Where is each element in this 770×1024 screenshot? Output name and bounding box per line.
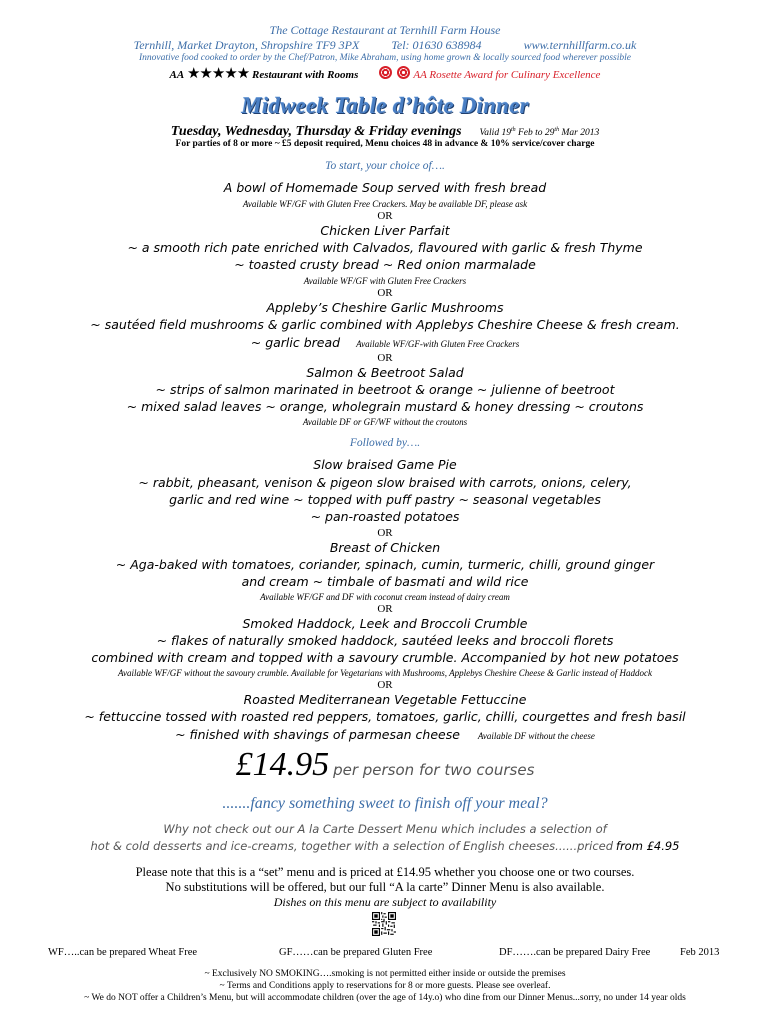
address: Ternhill, Market Drayton, Shropshire TF9 3PX xyxy=(133,38,360,52)
footer-date: Feb 2013 xyxy=(680,947,720,958)
set-menu-note: Please note that this is a “set” menu and is priced at £14.95 whether you choose one or two courses. xyxy=(135,865,635,879)
website-link[interactable]: www.ternhillfarm.co.uk xyxy=(523,38,637,52)
main-haddock-desc: combined with cream and topped with a savoury crumble. Accompanied by hot new potatoes xyxy=(91,650,679,665)
footer-children: ~ We do NOT offer a Children’s Menu, but will accommodate children (over the age of 14y.o) who dine from our Dinner Menus...sorry, no under 14 year olds xyxy=(84,993,686,1003)
starter-parfait-name: Chicken Liver Parfait xyxy=(320,223,450,238)
main-haddock-desc: ~ flakes of naturally smoked haddock, sautéed leeks and broccoli florets xyxy=(156,633,614,648)
starter-salmon-desc: ~ mixed salad leaves ~ orange, wholegrain mustard & honey dressing ~ croutons xyxy=(126,399,644,414)
footer-smoking: ~ Exclusively NO SMOKING….smoking is not permitted either inside or outside the premises xyxy=(204,969,566,979)
aa-prefix: AA xyxy=(169,69,185,81)
starter-mushrooms-desc: ~ sautéed field mushrooms & garlic combined with Applebys Cheshire Cheese & fresh cream. xyxy=(90,317,680,332)
main-haddock-note: Available WF/GF without the savoury crumble. Available for Vegetarians with Mushrooms, Applebys Cheshire Cheese & Garlic instead of Haddock xyxy=(118,668,652,678)
starter-parfait-note: Available WF/GF with Gluten Free Crackers xyxy=(303,276,467,286)
days: Tuesday, Wednesday, Thursday & Friday evenings xyxy=(170,124,462,139)
rosette-icon xyxy=(397,66,410,79)
contact-line xyxy=(0,38,770,53)
menu-title: Midweek Table d’hôte Dinner xyxy=(241,93,529,118)
tagline: Innovative food cooked to order by the Chef/Patron, Mike Abraham, using home grown & locally sourced food wherever possible xyxy=(139,53,631,63)
footer-wf: WF…..can be prepared Wheat Free xyxy=(48,947,198,958)
main-fettuccine-desc: ~ fettuccine tossed with roasted red peppers, tomatoes, garlic, chilli, courgettes and fresh basil xyxy=(84,709,686,724)
rosette-icon xyxy=(379,66,392,79)
dessert-line-2 xyxy=(0,839,770,853)
starters-heading: To start, your choice of…. xyxy=(325,160,445,172)
starter-salmon-name: Salmon & Beetroot Salad xyxy=(306,365,464,380)
mains-heading: Followed by…. xyxy=(349,437,421,449)
dessert-heading: .......fancy something sweet to finish off your meal? xyxy=(222,795,548,812)
starter-mushrooms-note: Available WF/GF-with Gluten Free Crackers xyxy=(356,339,520,349)
starter-salmon-desc: ~ strips of salmon marinated in beetroot & orange ~ julienne of beetroot xyxy=(155,382,615,397)
main-fettuccine-desc-line xyxy=(0,726,770,744)
main-game-pie-desc: ~ pan-roasted potatoes xyxy=(310,509,460,524)
or-divider: OR xyxy=(377,527,393,539)
qr-code-icon xyxy=(372,912,396,936)
star-rating-icon: ★★★★★ xyxy=(186,66,250,82)
starter-mushrooms-name: Appleby’s Cheshire Garlic Mushrooms xyxy=(266,300,504,315)
parties-note: For parties of 8 or more ~ £5 deposit required, Menu choices 48 in advance & 10% service/cover charge xyxy=(175,139,595,149)
main-chicken-desc: ~ Aga-baked with tomatoes, coriander, spinach, cumin, turmeric, chilli, ground ginger xyxy=(115,557,655,572)
main-haddock-name: Smoked Haddock, Leek and Broccoli Crumble xyxy=(242,616,528,631)
dessert-price-from: from £4.95 xyxy=(615,839,680,853)
or-divider: OR xyxy=(377,352,393,364)
aa-suffix: Restaurant with Rooms xyxy=(251,69,359,81)
awards-line xyxy=(0,64,770,83)
or-divider: OR xyxy=(377,210,393,222)
price-line xyxy=(0,746,770,784)
main-fettuccine-desc: ~ finished with shavings of parmesan cheese xyxy=(175,727,460,742)
main-chicken-name: Breast of Chicken xyxy=(329,540,441,555)
starter-soup-note: Available WF/GF with Gluten Free Crackers. May be available DF, please ask xyxy=(242,199,528,209)
availability-note: Dishes on this menu are subject to availability xyxy=(273,895,497,909)
main-fettuccine-name: Roasted Mediterranean Vegetable Fettuccine xyxy=(243,692,527,707)
or-divider: OR xyxy=(377,679,393,691)
valid-dates: Valid 19th Feb to 29th Mar 2013 xyxy=(479,126,600,138)
main-fettuccine-note: Available DF without the cheese xyxy=(477,731,595,741)
dessert-line: hot & cold desserts and ice-creams, together with a selection of English cheeses......priced xyxy=(90,839,614,853)
main-game-pie-desc: ~ rabbit, pheasant, venison & pigeon slow braised with carrots, onions, celery, xyxy=(138,475,632,490)
starter-parfait-desc: ~ a smooth rich pate enriched with Calvados, flavoured with garlic & fresh Thyme xyxy=(127,240,643,255)
price: £14.95 xyxy=(235,746,330,783)
footer-df: DF…….can be prepared Dairy Free xyxy=(499,947,651,958)
set-menu-note: No substitutions will be offered, but our full “A la carte” Dinner Menu is also available. xyxy=(165,880,605,894)
restaurant-name: The Cottage Restaurant at Ternhill Farm House xyxy=(269,23,501,37)
rosette-award-text: AA Rosette Award for Culinary Excellence xyxy=(413,69,601,81)
days-line xyxy=(0,122,770,140)
main-game-pie-desc: garlic and red wine ~ topped with puff pastry ~ seasonal vegetables xyxy=(169,492,601,507)
starter-parfait-desc: ~ toasted crusty bread ~ Red onion marmalade xyxy=(234,257,536,272)
or-divider: OR xyxy=(377,287,393,299)
starter-salmon-note: Available DF or GF/WF without the croutons xyxy=(302,417,468,427)
main-game-pie-name: Slow braised Game Pie xyxy=(313,457,457,472)
footer-terms: ~ Terms and Conditions apply to reservations for 8 or more guests. Please see overleaf. xyxy=(219,981,551,991)
price-note: per person for two courses xyxy=(333,761,535,779)
dessert-line: Why not check out our A la Carte Dessert Menu which includes a selection of xyxy=(163,822,607,836)
or-divider: OR xyxy=(377,603,393,615)
starter-soup-name: A bowl of Homemade Soup served with fresh bread xyxy=(223,180,547,195)
main-chicken-desc: and cream ~ timbale of basmati and wild rice xyxy=(241,574,529,589)
starter-mushrooms-desc-line xyxy=(0,334,770,352)
footer-gf: GF……can be prepared Gluten Free xyxy=(279,947,433,958)
starter-mushrooms-desc: ~ garlic bread xyxy=(250,335,341,350)
main-chicken-note: Available WF/GF and DF with coconut cream instead of dairy cream xyxy=(260,592,510,602)
telephone: Tel: 01630 638984 xyxy=(391,38,482,52)
